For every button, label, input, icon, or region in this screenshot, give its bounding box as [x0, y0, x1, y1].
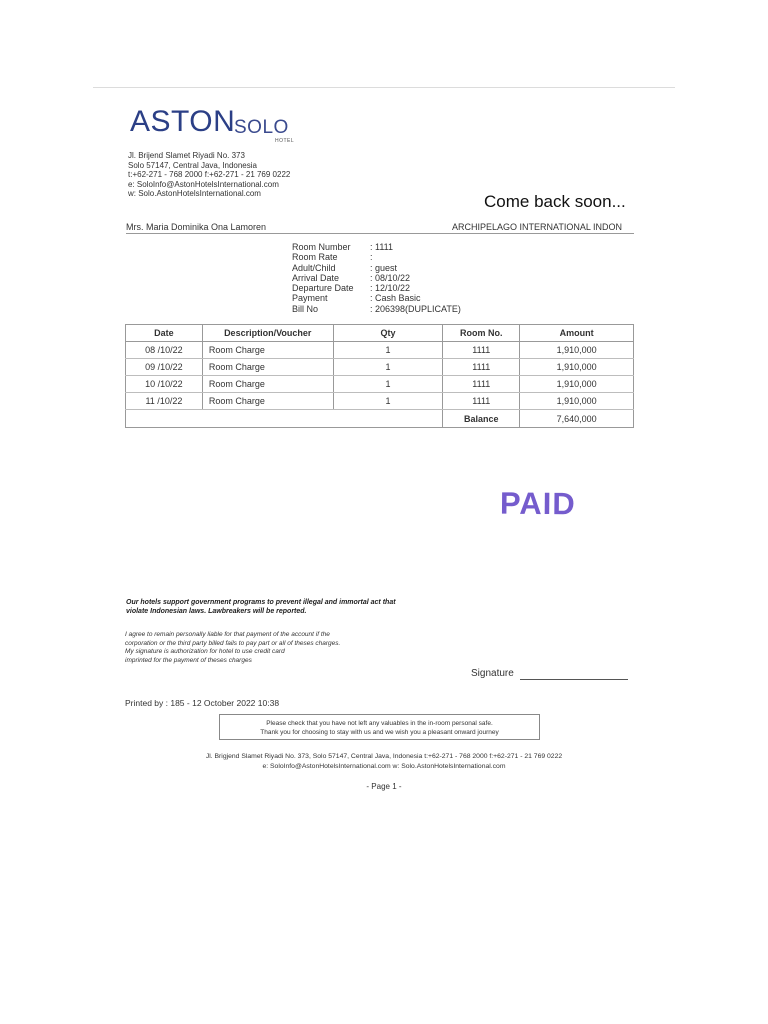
detail-label: Departure Date: [292, 283, 354, 294]
guest-name: Mrs. Maria Dominika Ona Lamoren: [126, 222, 267, 232]
table-header-row: [126, 325, 634, 342]
liability-line: corporation or the third party billed fails to pay part or all of theses charges.: [125, 639, 341, 647]
cell-description: Room Charge: [202, 342, 333, 359]
cell-qty: 1: [333, 376, 443, 393]
detail-value: : 12/10/22: [370, 283, 411, 294]
page-number: - Page 1 -: [366, 782, 402, 791]
hotel-address: [128, 151, 290, 199]
table-row: [126, 393, 634, 410]
detail-row: [292, 283, 461, 293]
detail-row: [292, 242, 461, 252]
liability-line: I agree to remain personally liable for that payment of the account if the: [125, 631, 330, 638]
liability-line: My signature is authorization for hotel to use credit card: [125, 648, 285, 655]
detail-value: : 206398(DUPLICATE): [370, 303, 461, 314]
stay-details: [292, 242, 461, 314]
cell-date: 11 /10/22: [126, 393, 203, 410]
table-row: [126, 376, 634, 393]
legal-notice: [126, 599, 396, 616]
cell-amount: 1,910,000: [520, 393, 634, 410]
detail-value: : 1111: [370, 242, 394, 252]
cell-room: 1111: [443, 359, 520, 376]
detail-value: :: [370, 252, 373, 263]
paid-stamp: PAID: [499, 485, 576, 522]
balance-row: [126, 410, 634, 428]
charges-table: [125, 324, 634, 428]
cell-amount: 1,910,000: [520, 342, 634, 359]
column-header-qty: Qty: [333, 325, 443, 342]
liability-line: imprinted for the payment of theses charges: [125, 656, 252, 664]
cell-date: 10 /10/22: [126, 376, 203, 393]
detail-value: : 08/10/22: [370, 272, 411, 283]
detail-row: [292, 263, 461, 273]
cell-amount: 1,910,000: [520, 376, 634, 393]
logo-tag: HOTEL: [275, 138, 295, 144]
notice-line: violate Indonesian laws. Lawbreakers will be reported.: [126, 607, 307, 615]
address-line: Jl. Brijend Slamet Riyadi No. 373: [128, 151, 245, 160]
cell-qty: 1: [333, 342, 443, 359]
detail-label: Room Rate: [292, 252, 338, 263]
header-divider: [126, 233, 634, 234]
cell-amount: 1,910,000: [520, 359, 634, 376]
detail-label: Payment: [292, 293, 328, 304]
address-line: e: SoloInfo@AstonHotelsInternational.com: [128, 179, 279, 189]
footer-line: e: SoloInfo@AstonHotelsInternational.com w: Solo.AstonHotelsInternational.com: [262, 762, 506, 770]
detail-label: Adult/Child: [292, 262, 336, 273]
detail-row: [292, 273, 461, 283]
detail-row: [292, 293, 461, 303]
column-header-description: Description/Voucher: [202, 325, 333, 342]
cell-room: 1111: [443, 393, 520, 410]
balance-label: Balance: [443, 410, 520, 428]
top-divider: [93, 87, 675, 88]
detail-row: [292, 304, 461, 314]
company-name: ARCHIPELAGO INTERNATIONAL INDON: [452, 222, 623, 232]
footer-line: Jl. Brigjend Slamet Riyadi No. 373, Solo 57147, Central Java, Indonesia t:+62-271 - 768 2000 f:+62-271 - 21 769 0222: [205, 753, 563, 760]
cell-room: 1111: [443, 342, 520, 359]
cell-description: Room Charge: [202, 359, 333, 376]
column-header-amount: Amount: [520, 325, 634, 342]
column-header-room: Room No.: [443, 325, 520, 342]
cell-qty: 1: [333, 359, 443, 376]
address-line: t:+62-271 - 768 2000 f:+62-271 - 21 769 0222: [128, 170, 291, 180]
detail-value: : guest: [370, 262, 398, 273]
cell-description: Room Charge: [202, 393, 333, 410]
liability-statement: [125, 631, 340, 665]
detail-label: Bill No: [292, 303, 319, 314]
address-line: w: Solo.AstonHotelsInternational.com: [128, 189, 261, 199]
signature-label: Signature: [471, 668, 514, 679]
logo-brand: ASTON: [130, 105, 236, 138]
valuables-reminder: [219, 714, 540, 740]
cell-date: 08 /10/22: [126, 342, 203, 359]
cell-description: Room Charge: [202, 376, 333, 393]
cell-date: 09 /10/22: [126, 359, 203, 376]
printed-by: Printed by : 185 - 12 October 2022 10:38: [125, 698, 280, 708]
detail-label: Arrival Date: [292, 272, 340, 283]
cell-qty: 1: [333, 393, 443, 410]
footer-address: [0, 752, 768, 771]
column-header-date: Date: [126, 325, 203, 342]
table-row: [126, 342, 634, 359]
balance-spacer: [126, 410, 443, 428]
table-row: [126, 359, 634, 376]
signature-line: [520, 679, 628, 680]
come-back-message: Come back soon...: [484, 192, 626, 211]
reminder-line: Thank you for choosing to stay with us and we wish you a pleasant onward journey: [260, 729, 499, 736]
logo-location: SOLO: [234, 117, 289, 138]
balance-value: 7,640,000: [520, 410, 634, 428]
address-line: Solo 57147, Central Java, Indonesia: [128, 160, 257, 170]
cell-room: 1111: [443, 376, 520, 393]
detail-row: [292, 252, 461, 262]
notice-line: Our hotels support government programs to prevent illegal and immortal act that: [126, 599, 396, 606]
reminder-line: Please check that you have not left any valuables in the in-room personal safe.: [266, 720, 493, 727]
detail-label: Room Number: [292, 242, 351, 252]
detail-value: : Cash Basic: [370, 293, 421, 304]
